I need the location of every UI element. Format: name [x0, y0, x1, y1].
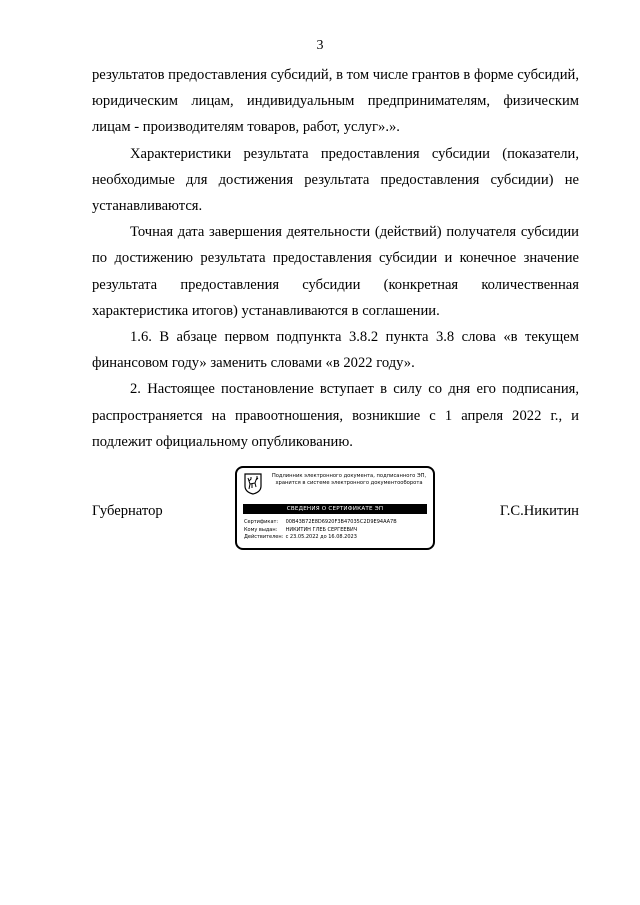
paragraph-5: 2. Настоящее постановление вступает в силу со дня его подписания, распространяется на правоотношения, возникшие с 1 апреля 2022 г., и подлежит официальному опубликованию. — [92, 381, 579, 450]
signer-position: Губернатор — [92, 503, 163, 519]
signature-block — [92, 466, 579, 552]
validity-label: Действителен: — [244, 534, 284, 540]
owner-value: НИКИТИН ГЛЕБ СЕРГЕЕВИЧ — [285, 526, 358, 533]
validity-value: с 23.05.2022 до 16.08.2023 — [285, 534, 357, 540]
certificate-value: 00B43B72E8D6920F3B47035C2D9E94AA7B — [285, 519, 397, 525]
stamp-header: Подлинник электронного документа, подписанного ЭП, хранится в системе электронного документооборота — [271, 473, 427, 486]
owner-line — [244, 527, 430, 535]
document-body — [92, 62, 579, 455]
paragraph-4: 1.6. В абзаце первом подпункта 3.8.2 пункта 3.8 слова «в текущем финансовом году» заменить словами «в 2022 году». — [92, 329, 579, 372]
paragraph-1: результатов предоставления субсидий, в том числе грантов в форме субсидий, юридическим лицам, индивидуальным предпринимателям, физическим лицам - производителям товаров, работ, услуг».». — [92, 67, 579, 136]
signer-name: Г.С.Никитин — [499, 503, 579, 519]
paragraph-3: Точная дата завершения деятельности (действий) получателя субсидии по достижению результата предоставления субсидии и конечное значение результата предоставления субсидии (конкретная количественная характеристика итогов) устанавливаются в соглашении. — [92, 224, 579, 319]
deer-emblem-icon — [244, 473, 262, 495]
owner-label: Кому выдан: — [244, 526, 278, 533]
electronic-signature-stamp — [235, 466, 435, 550]
page-number: 3 — [316, 38, 324, 53]
paragraph-2: Характеристики результата предоставления субсидии (показатели, необходимые для достижения результата предоставления субсидии) не устанавливаются. — [92, 145, 579, 215]
certificate-label: Сертификат: — [244, 519, 279, 525]
stamp-details — [244, 519, 430, 542]
certificate-line — [244, 519, 430, 527]
validity-line — [244, 534, 430, 542]
stamp-title: СВЕДЕНИЯ О СЕРТИФИКАТЕ ЭП — [243, 504, 427, 514]
